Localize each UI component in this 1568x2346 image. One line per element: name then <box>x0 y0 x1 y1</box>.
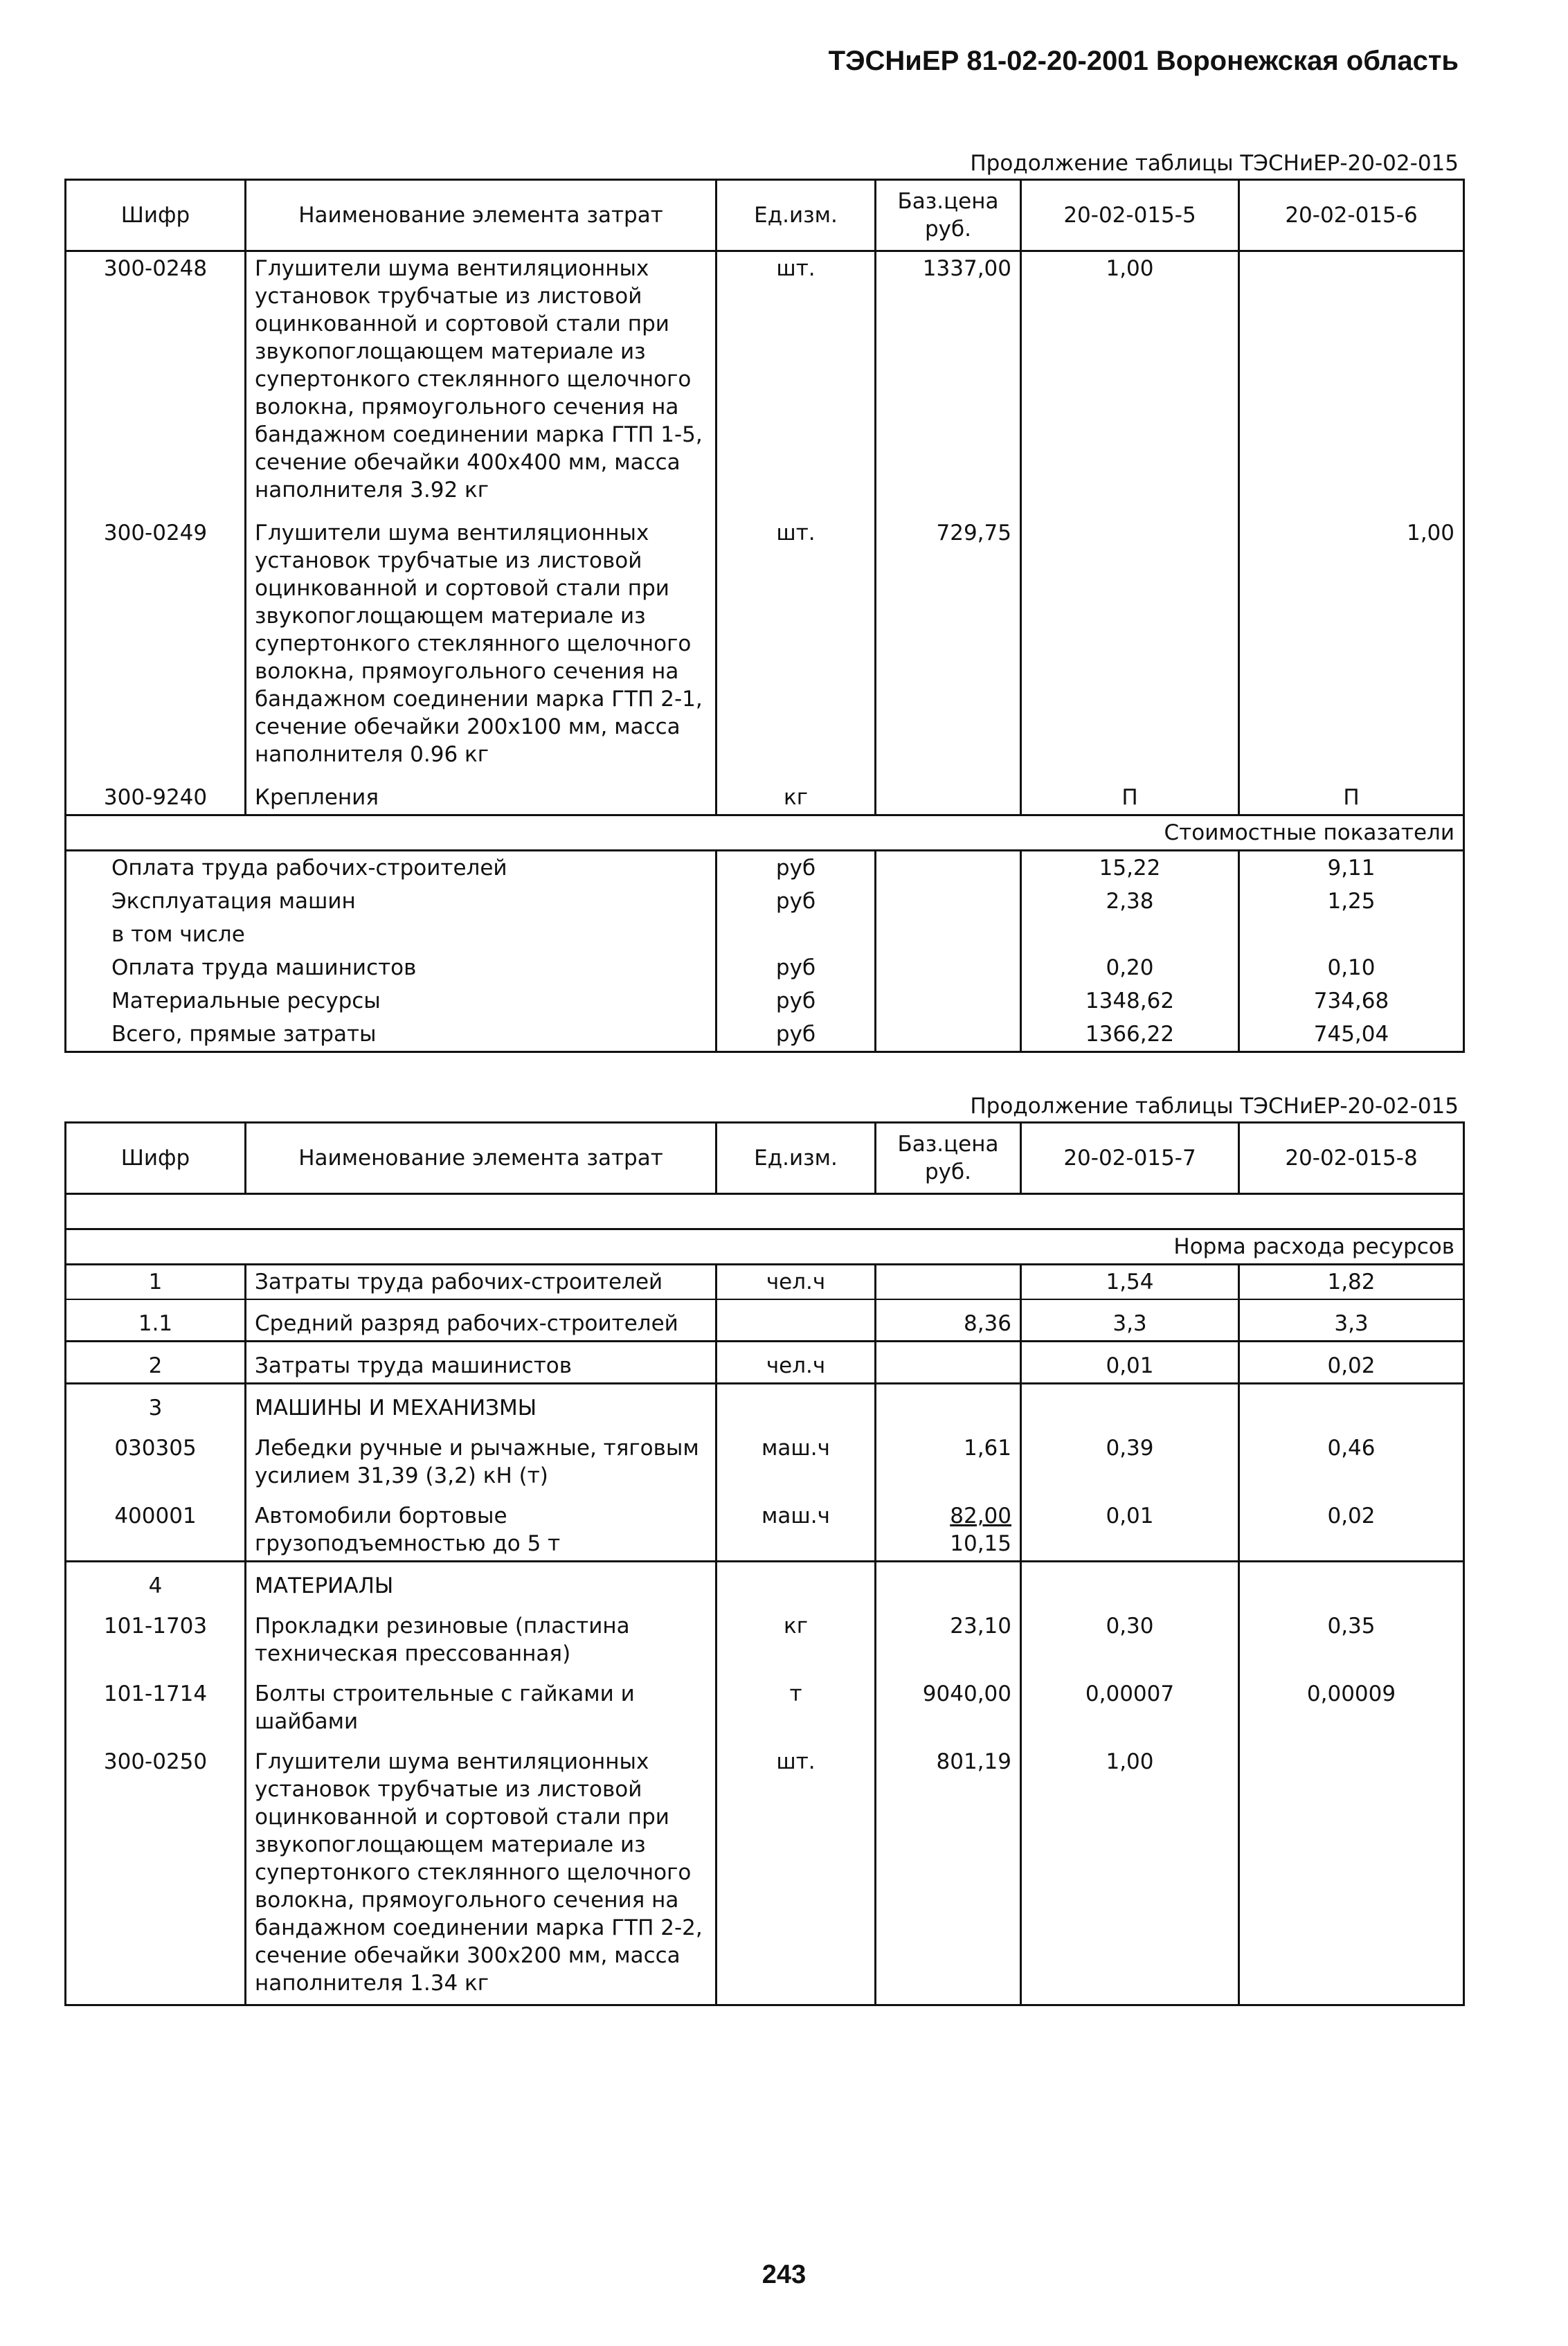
cost-row-value-2: 745,04 <box>1239 1018 1464 1052</box>
table-row <box>66 1738 1464 2005</box>
cost-row-unit: руб <box>717 885 876 918</box>
row-value-2: 1,82 <box>1239 1265 1464 1300</box>
cost-row-value-2: 734,68 <box>1239 984 1464 1018</box>
cost-row-unit: руб <box>717 1018 876 1052</box>
row-code: 1.1 <box>66 1299 246 1342</box>
row-price: 1,61 <box>876 1425 1021 1492</box>
resource-table-1 <box>64 179 1465 1053</box>
row-code: 300-9240 <box>66 771 246 815</box>
col-norm-5-header: 20-02-015-5 <box>1021 180 1239 251</box>
norm-band-row <box>66 1229 1464 1265</box>
row-value-2 <box>1239 251 1464 507</box>
row-code: 300-0248 <box>66 251 246 507</box>
row-price-alt: 10,15 <box>950 1531 1011 1556</box>
cost-row-name: Всего, прямые затраты <box>66 1018 717 1052</box>
cost-row-name: в том числе <box>66 918 717 951</box>
col-norm-6-header: 20-02-015-6 <box>1239 180 1464 251</box>
row-name: Лебедки ручные и рычажные, тяговым усилием 31,39 (3,2) кН (т) <box>246 1425 717 1492</box>
row-price: 9040,00 <box>876 1670 1021 1738</box>
row-value-1 <box>1021 507 1239 771</box>
table-row <box>66 1492 1464 1562</box>
table-row <box>66 1299 1464 1342</box>
row-price: 82,00 <box>950 1504 1011 1528</box>
col-unit-header: Ед.изм. <box>717 1123 876 1194</box>
row-code: 2 <box>66 1342 246 1384</box>
row-unit: шт. <box>717 251 876 507</box>
table2-header-row <box>66 1123 1464 1194</box>
row-value-2 <box>1239 1384 1464 1425</box>
document-header: ТЭСНиЕР 81-02-20-2001 Воронежская область <box>828 46 1459 76</box>
section-row-materials <box>66 1562 1464 1603</box>
cost-row-value-2: 0,10 <box>1239 951 1464 984</box>
row-unit: чел.ч <box>717 1265 876 1300</box>
row-value-2: 3,3 <box>1239 1299 1464 1342</box>
row-unit <box>717 1384 876 1425</box>
row-value-1: 0,39 <box>1021 1425 1239 1492</box>
row-value-2: 0,02 <box>1239 1342 1464 1384</box>
cost-row-price <box>876 851 1021 885</box>
table1-header-row <box>66 180 1464 251</box>
row-name: Крепления <box>246 771 717 815</box>
cost-row-price <box>876 918 1021 951</box>
row-value-1: 1,54 <box>1021 1265 1239 1300</box>
table-row <box>66 251 1464 507</box>
cost-row <box>66 851 1464 885</box>
cost-row-price <box>876 1018 1021 1052</box>
cost-row-name: Материальные ресурсы <box>66 984 717 1018</box>
section-row-machines <box>66 1384 1464 1425</box>
cost-row-unit: руб <box>717 851 876 885</box>
row-unit <box>717 1562 876 1603</box>
table2-continuation-caption: Продолжение таблицы ТЭСНиЕР-20-02-015 <box>970 1094 1459 1119</box>
table-row <box>66 1265 1464 1300</box>
row-value-1 <box>1021 1562 1239 1603</box>
table-row <box>66 1603 1464 1670</box>
row-name: Затраты труда рабочих-строителей <box>246 1265 717 1300</box>
row-unit: кг <box>717 771 876 815</box>
row-price <box>876 1342 1021 1384</box>
cost-row <box>66 984 1464 1018</box>
table-row <box>66 507 1464 771</box>
table-row <box>66 771 1464 815</box>
row-unit: кг <box>717 1603 876 1670</box>
table-row <box>66 1670 1464 1738</box>
row-price <box>876 1562 1021 1603</box>
cost-row-unit <box>717 918 876 951</box>
row-price: 8,36 <box>876 1299 1021 1342</box>
cost-band-row <box>66 815 1464 851</box>
row-value-2: 0,00009 <box>1239 1670 1464 1738</box>
row-price <box>876 771 1021 815</box>
table-row <box>66 1425 1464 1492</box>
row-code: 101-1703 <box>66 1603 246 1670</box>
cost-row <box>66 1018 1464 1052</box>
row-value-2: 0,02 <box>1239 1492 1464 1562</box>
row-code: 3 <box>66 1384 246 1425</box>
row-price: 729,75 <box>876 507 1021 771</box>
cost-row-name: Оплата труда рабочих-строителей <box>66 851 717 885</box>
cost-row-value-1: 1348,62 <box>1021 984 1239 1018</box>
row-value-2: П <box>1239 771 1464 815</box>
col-norm-8-header: 20-02-015-8 <box>1239 1123 1464 1194</box>
row-name: Болты строительные с гайками и шайбами <box>246 1670 717 1738</box>
row-value-2: 0,46 <box>1239 1425 1464 1492</box>
col-price-header: Баз.цена руб. <box>876 180 1021 251</box>
row-price-cell <box>876 1492 1021 1562</box>
row-value-2 <box>1239 1738 1464 2005</box>
row-value-1: 0,01 <box>1021 1492 1239 1562</box>
row-value-2: 1,00 <box>1239 507 1464 771</box>
row-unit: маш.ч <box>717 1492 876 1562</box>
row-unit: маш.ч <box>717 1425 876 1492</box>
row-value-1 <box>1021 1384 1239 1425</box>
row-price <box>876 1265 1021 1300</box>
cost-row-price <box>876 984 1021 1018</box>
row-price: 23,10 <box>876 1603 1021 1670</box>
cost-row-value-2 <box>1239 918 1464 951</box>
row-name: Глушители шума вентиляционных установок трубчатые из листовой оцинкованной и сортовой стали при звукопоглощающем материале из супертонкого стеклянного щелочного волокна, прямоугольного сечения на бандажном соединении марка ГТП 2-1, сечение обечайки 200х100 мм, масса наполнителя 0.96 кг <box>246 507 717 771</box>
cost-row-value-1: 1366,22 <box>1021 1018 1239 1052</box>
row-unit: т <box>717 1670 876 1738</box>
resource-table-2 <box>64 1121 1465 2006</box>
cost-row-unit: руб <box>717 951 876 984</box>
cost-row-name: Оплата труда машинистов <box>66 951 717 984</box>
section-title: МАТЕРИАЛЫ <box>246 1562 717 1603</box>
cost-row-value-2: 9,11 <box>1239 851 1464 885</box>
cost-row <box>66 918 1464 951</box>
row-value-1: 0,30 <box>1021 1603 1239 1670</box>
row-price <box>876 1384 1021 1425</box>
row-value-1: П <box>1021 771 1239 815</box>
cost-row-value-1: 2,38 <box>1021 885 1239 918</box>
cost-row-price <box>876 951 1021 984</box>
row-unit: чел.ч <box>717 1342 876 1384</box>
row-value-1: 0,01 <box>1021 1342 1239 1384</box>
row-price: 1337,00 <box>876 251 1021 507</box>
row-unit: шт. <box>717 1738 876 2005</box>
spacer-row <box>66 1194 1464 1229</box>
table1-continuation-caption: Продолжение таблицы ТЭСНиЕР-20-02-015 <box>970 151 1459 176</box>
row-value-1: 1,00 <box>1021 1738 1239 2005</box>
cost-band-label: Стоимостные показатели <box>66 815 1464 851</box>
row-value-1: 1,00 <box>1021 251 1239 507</box>
row-unit: шт. <box>717 507 876 771</box>
row-name: Автомобили бортовые грузоподъемностью до 5 т <box>246 1492 717 1562</box>
section-title: МАШИНЫ И МЕХАНИЗМЫ <box>246 1384 717 1425</box>
row-code: 300-0250 <box>66 1738 246 2005</box>
col-unit-header: Ед.изм. <box>717 180 876 251</box>
row-name: Глушители шума вентиляционных установок трубчатые из листовой оцинкованной и сортовой стали при звукопоглощающем материале из супертонкого стеклянного щелочного волокна, прямоугольного сечения на бандажном соединении марка ГТП 2-2, сечение обечайки 300х200 мм, масса наполнителя 1.34 кг <box>246 1738 717 2005</box>
cost-row-value-1 <box>1021 918 1239 951</box>
cost-row-value-1: 15,22 <box>1021 851 1239 885</box>
row-code: 1 <box>66 1265 246 1300</box>
cost-row-name: Эксплуатация машин <box>66 885 717 918</box>
cost-row-value-1: 0,20 <box>1021 951 1239 984</box>
col-code-header: Шифр <box>66 1123 246 1194</box>
cost-row <box>66 951 1464 984</box>
row-name: Прокладки резиновые (пластина техническая прессованная) <box>246 1603 717 1670</box>
row-name: Глушители шума вентиляционных установок трубчатые из листовой оцинкованной и сортовой стали при звукопоглощающем материале из супертонкого стеклянного щелочного волокна, прямоугольного сечения на бандажном соединении марка ГТП 1-5, сечение обечайки 400х400 мм, масса наполнителя 3.92 кг <box>246 251 717 507</box>
row-price: 801,19 <box>876 1738 1021 2005</box>
row-code: 300-0249 <box>66 507 246 771</box>
row-code: 400001 <box>66 1492 246 1562</box>
cost-row-price <box>876 885 1021 918</box>
norm-band-label: Норма расхода ресурсов <box>66 1229 1464 1265</box>
col-price-header: Баз.цена руб. <box>876 1123 1021 1194</box>
page-number: 243 <box>762 2260 806 2289</box>
col-norm-7-header: 20-02-015-7 <box>1021 1123 1239 1194</box>
col-code-header: Шифр <box>66 180 246 251</box>
row-unit <box>717 1299 876 1342</box>
cost-row-unit: руб <box>717 984 876 1018</box>
cost-row <box>66 885 1464 918</box>
row-name: Затраты труда машинистов <box>246 1342 717 1384</box>
col-name-header: Наименование элемента затрат <box>246 1123 717 1194</box>
row-name: Средний разряд рабочих-строителей <box>246 1299 717 1342</box>
cost-row-value-2: 1,25 <box>1239 885 1464 918</box>
row-value-1: 3,3 <box>1021 1299 1239 1342</box>
row-value-2 <box>1239 1562 1464 1603</box>
row-code: 101-1714 <box>66 1670 246 1738</box>
col-name-header: Наименование элемента затрат <box>246 180 717 251</box>
row-value-1: 0,00007 <box>1021 1670 1239 1738</box>
table-row <box>66 1342 1464 1384</box>
row-value-2: 0,35 <box>1239 1603 1464 1670</box>
row-code: 030305 <box>66 1425 246 1492</box>
row-code: 4 <box>66 1562 246 1603</box>
